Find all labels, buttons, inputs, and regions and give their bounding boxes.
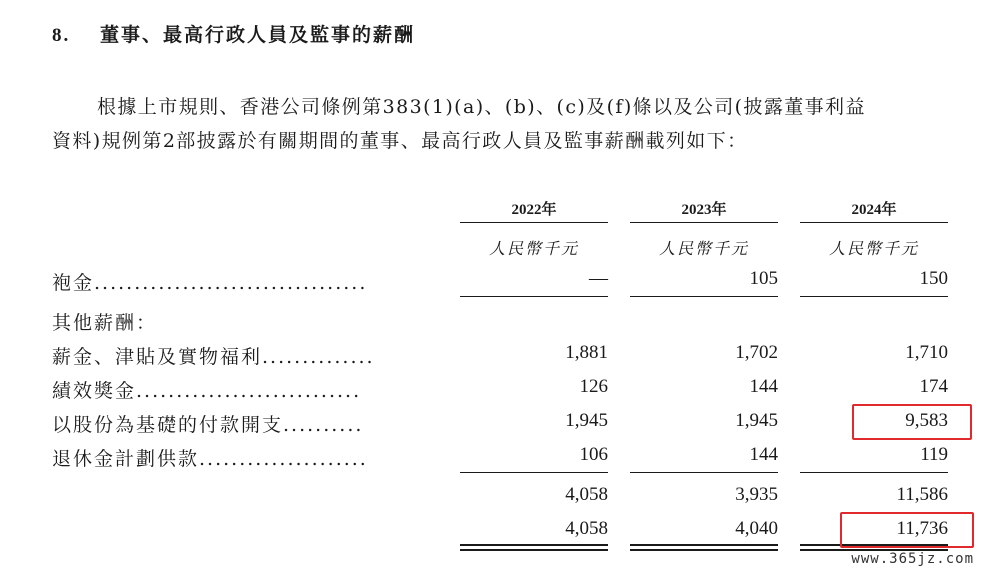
total-double-rule-bottom-2023: [630, 549, 778, 551]
header-rule-2024: [800, 222, 948, 223]
column-unit-2024: 人民幣千元: [828, 239, 919, 258]
rule-after-fees-2023: [630, 296, 778, 297]
cell-salaries-2024: 1,710: [905, 342, 948, 363]
column-unit-2023: 人民幣千元: [658, 239, 749, 258]
cell-subtotal-2024: 11,586: [896, 484, 948, 505]
cell-bonus-2023: 144: [749, 376, 778, 397]
rule-after-fees-2022: [460, 296, 608, 297]
cell-fees-2024: 150: [919, 268, 948, 289]
intro-line-2: 資料)規例第2部披露於有關期間的董事、最高行政人員及監事薪酬載列如下：: [52, 130, 748, 152]
cell-share-based-2024: 9,583: [905, 410, 948, 431]
cell-fees-2023: 105: [749, 268, 778, 289]
cell-subtotal-2023: 3,935: [735, 484, 778, 505]
rule-after-pension-2024: [800, 472, 948, 473]
row-label-share-based-payment: 以股份為基礎的付款開支..........: [52, 414, 364, 436]
section-heading: [52, 20, 415, 47]
total-double-rule-bottom-2022: [460, 549, 608, 551]
rule-after-pension-2023: [630, 472, 778, 473]
highlight-box-share-based-2024: [852, 404, 972, 440]
row-label-fees: 袍金..................................: [52, 272, 368, 294]
section-title: 董事、最高行政人員及監事的薪酬: [100, 24, 416, 46]
cell-salaries-2023: 1,702: [735, 342, 778, 363]
rule-after-fees-2024: [800, 296, 948, 297]
header-rule-2023: [630, 222, 778, 223]
cell-pension-2023: 144: [749, 444, 778, 465]
cell-total-2024: 11,736: [896, 518, 948, 539]
column-year-2024: 2024年: [851, 202, 897, 218]
watermark-text: www.365jz.com: [851, 551, 974, 567]
intro-line-1: 根據上市規則、香港公司條例第383(1)(a)、(b)、(c)及(f)條以及公司(披露董事利益: [97, 96, 866, 118]
cell-subtotal-2022: 4,058: [565, 484, 608, 505]
row-label-pension: 退休金計劃供款.....................: [52, 448, 368, 470]
cell-pension-2024: 119: [920, 444, 948, 465]
cell-fees-2022: —: [589, 268, 608, 289]
header-rule-2022: [460, 222, 608, 223]
rule-after-pension-2022: [460, 472, 608, 473]
highlight-box-total-2024: [840, 512, 974, 548]
total-double-rule-top-2022: [460, 544, 608, 546]
column-year-2022: 2022年: [511, 202, 557, 218]
cell-pension-2022: 106: [579, 444, 608, 465]
cell-share-based-2023: 1,945: [735, 410, 778, 431]
total-double-rule-top-2023: [630, 544, 778, 546]
row-label-performance-bonus: 績效獎金............................: [52, 380, 362, 402]
cell-total-2023: 4,040: [735, 518, 778, 539]
cell-share-based-2022: 1,945: [565, 410, 608, 431]
column-year-2023: 2023年: [681, 202, 727, 218]
cell-total-2022: 4,058: [565, 518, 608, 539]
column-unit-2022: 人民幣千元: [488, 239, 579, 258]
section-number: 8.: [52, 25, 71, 46]
cell-salaries-2022: 1,881: [565, 342, 608, 363]
row-label-other-remuneration: 其他薪酬：: [52, 312, 158, 334]
cell-bonus-2024: 174: [919, 376, 948, 397]
row-label-salaries: 薪金、津貼及實物福利..............: [52, 346, 375, 368]
cell-bonus-2022: 126: [579, 376, 608, 397]
